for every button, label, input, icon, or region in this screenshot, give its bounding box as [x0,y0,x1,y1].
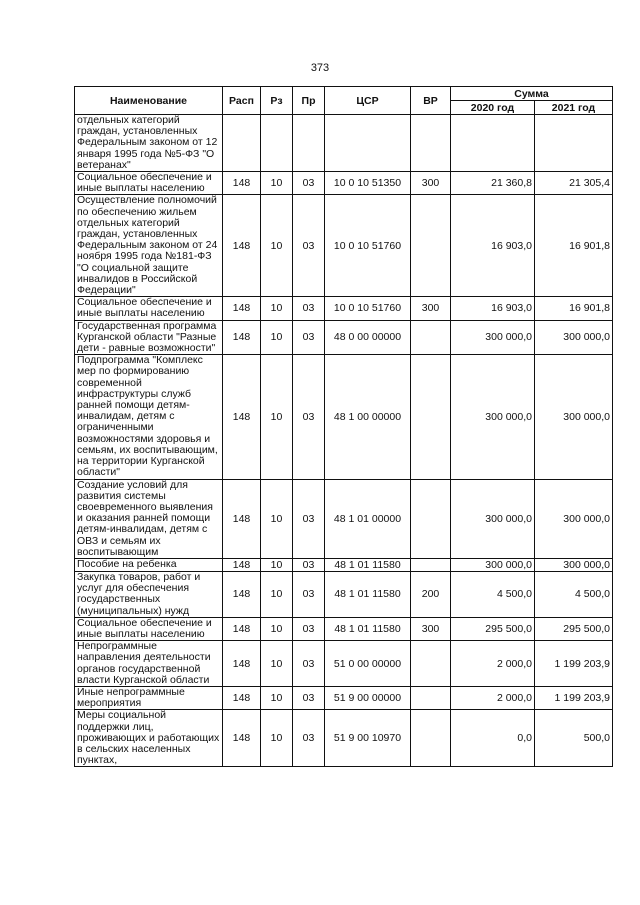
cell-pr: 03 [293,617,325,640]
header-pr: Пр [293,87,325,115]
cell-y2020: 16 903,0 [451,195,535,297]
header-2020: 2020 год [451,101,535,115]
cell-pr: 03 [293,172,325,195]
cell-y2021: 300 000,0 [535,558,613,571]
table-row [75,115,613,172]
cell-pr: 03 [293,320,325,355]
table-row [75,641,613,687]
table-row [75,479,613,558]
table-row [75,686,613,709]
cell-y2021: 500,0 [535,710,613,767]
table-row [75,172,613,195]
cell-pr: 03 [293,641,325,687]
cell-y2020: 2 000,0 [451,641,535,687]
cell-rz: 10 [261,710,293,767]
cell-csr: 48 0 00 00000 [325,320,411,355]
cell-y2021: 300 000,0 [535,479,613,558]
cell-pr: 03 [293,558,325,571]
cell-y2020: 300 000,0 [451,479,535,558]
cell-name: Осуществление полномочий по обеспечению жильем отдельных категорий граждан, установленных Федеральным законом от 24 ноября 1995 года №181-ФЗ "О социальной защите инвалидов в Российской Федерации" [75,195,223,297]
cell-name: Государственная программа Курганской области "Разные дети - равные возможности" [75,320,223,355]
cell-rasp: 148 [223,571,261,617]
cell-name: Создание условий для развития системы своевременного выявления и оказания ранней помощи детям-инвалидам, детям с ОВЗ и семьям их воспитывающим [75,479,223,558]
cell-y2020: 300 000,0 [451,320,535,355]
cell-csr: 48 1 00 00000 [325,355,411,479]
cell-csr: 51 9 00 10970 [325,710,411,767]
cell-y2020: 4 500,0 [451,571,535,617]
table-row [75,571,613,617]
cell-y2021: 1 199 203,9 [535,641,613,687]
budget-table [74,86,613,767]
cell-rz: 10 [261,686,293,709]
cell-csr: 51 0 00 00000 [325,641,411,687]
cell-rasp: 148 [223,172,261,195]
cell-rasp: 148 [223,479,261,558]
cell-y2020: 16 903,0 [451,297,535,320]
cell-rz: 10 [261,195,293,297]
cell-rasp: 148 [223,710,261,767]
cell-pr: 03 [293,571,325,617]
cell-vr: 300 [411,297,451,320]
cell-y2020: 300 000,0 [451,558,535,571]
header-sum: Сумма [451,87,613,101]
cell-y2021: 21 305,4 [535,172,613,195]
cell-vr [411,558,451,571]
cell-rz: 10 [261,641,293,687]
cell-y2021: 1 199 203,9 [535,686,613,709]
cell-name: Социальное обеспечение и иные выплаты населению [75,297,223,320]
header-vr: ВР [411,87,451,115]
cell-rasp: 148 [223,617,261,640]
cell-rasp: 148 [223,558,261,571]
cell-csr: 48 1 01 11580 [325,558,411,571]
cell-csr: 10 0 10 51760 [325,297,411,320]
cell-y2021: 300 000,0 [535,320,613,355]
cell-pr: 03 [293,355,325,479]
header-2021: 2021 год [535,101,613,115]
cell-y2020: 2 000,0 [451,686,535,709]
cell-name: отдельных категорий граждан, установленных Федеральным законом от 12 января 1995 года №5-ФЗ "О ветеранах" [75,115,223,172]
table-row [75,617,613,640]
table-row [75,355,613,479]
cell-y2021 [535,115,613,172]
cell-csr: 48 1 01 00000 [325,479,411,558]
cell-name: Закупка товаров, работ и услуг для обеспечения государственных (муниципальных) нужд [75,571,223,617]
cell-y2020 [451,115,535,172]
cell-rz: 10 [261,571,293,617]
cell-rasp: 148 [223,320,261,355]
table-row [75,710,613,767]
cell-name: Пособие на ребенка [75,558,223,571]
cell-vr [411,686,451,709]
cell-y2021: 16 901,8 [535,297,613,320]
cell-rasp: 148 [223,641,261,687]
cell-csr: 10 0 10 51760 [325,195,411,297]
cell-vr [411,479,451,558]
cell-vr [411,641,451,687]
cell-vr [411,710,451,767]
cell-y2021: 16 901,8 [535,195,613,297]
header-rz: Рз [261,87,293,115]
cell-vr: 200 [411,571,451,617]
header-csr: ЦСР [325,87,411,115]
cell-rz: 10 [261,172,293,195]
cell-rasp: 148 [223,297,261,320]
table-row [75,297,613,320]
cell-pr: 03 [293,710,325,767]
cell-pr: 03 [293,686,325,709]
cell-name: Непрограммные направления деятельности органов государственной власти Курганской области [75,641,223,687]
cell-rz: 10 [261,297,293,320]
cell-rz: 10 [261,355,293,479]
cell-name: Социальное обеспечение и иные выплаты населению [75,172,223,195]
cell-csr [325,115,411,172]
cell-pr: 03 [293,479,325,558]
cell-rasp: 148 [223,686,261,709]
page-number: 373 [310,62,330,74]
cell-vr: 300 [411,617,451,640]
cell-name: Социальное обеспечение и иные выплаты населению [75,617,223,640]
cell-y2020: 295 500,0 [451,617,535,640]
cell-rz: 10 [261,320,293,355]
table-row [75,558,613,571]
cell-y2021: 295 500,0 [535,617,613,640]
cell-rz: 10 [261,617,293,640]
header-name: Наименование [75,87,223,115]
cell-pr [293,115,325,172]
cell-rasp: 148 [223,195,261,297]
cell-csr: 51 9 00 00000 [325,686,411,709]
cell-y2020: 21 360,8 [451,172,535,195]
cell-name: Иные непрограммные мероприятия [75,686,223,709]
cell-csr: 48 1 01 11580 [325,571,411,617]
cell-vr [411,195,451,297]
cell-y2021: 4 500,0 [535,571,613,617]
cell-rz [261,115,293,172]
cell-name: Меры социальной поддержки лиц, проживающих и работающих в сельских населенных пунктах, [75,710,223,767]
table-row [75,195,613,297]
cell-vr [411,355,451,479]
table-row [75,320,613,355]
cell-rasp [223,115,261,172]
cell-vr [411,320,451,355]
cell-vr [411,115,451,172]
cell-rz: 10 [261,479,293,558]
cell-rz: 10 [261,558,293,571]
cell-vr: 300 [411,172,451,195]
cell-csr: 48 1 01 11580 [325,617,411,640]
cell-name: Подпрограмма "Комплекс мер по формированию современной инфраструктуры служб ранней помощи детям-инвалидам, детям с ограниченными возможностями здоровья и семьям, их воспитывающим, на территории Курганской области" [75,355,223,479]
cell-rasp: 148 [223,355,261,479]
cell-pr: 03 [293,195,325,297]
cell-pr: 03 [293,297,325,320]
cell-y2021: 300 000,0 [535,355,613,479]
cell-csr: 10 0 10 51350 [325,172,411,195]
header-rasp: Расп [223,87,261,115]
cell-y2020: 0,0 [451,710,535,767]
cell-y2020: 300 000,0 [451,355,535,479]
